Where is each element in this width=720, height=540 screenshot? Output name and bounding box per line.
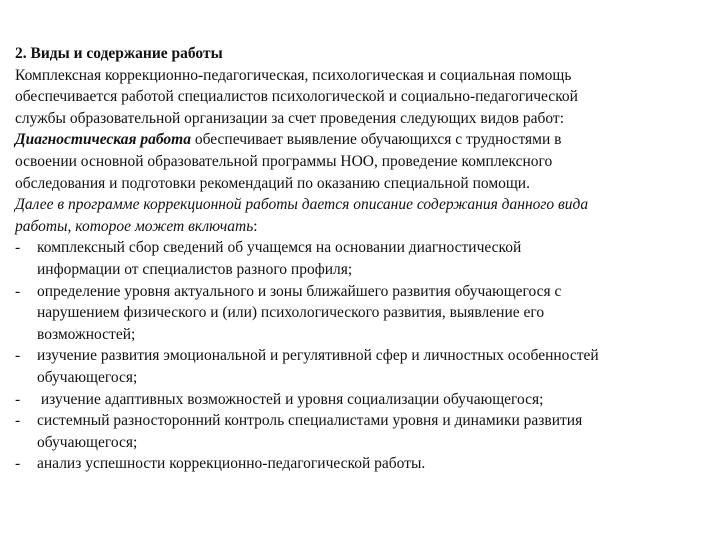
- list-item-line: комплексный сбор сведений об учащемся на основании диагностической: [37, 239, 522, 257]
- diagnostic-term: Диагностическая работа: [15, 131, 191, 149]
- list-item-line: нарушением физического и (или) психологического развития, выявление его: [37, 304, 545, 322]
- list-item-line: информации от специалистов разного профиля;: [37, 260, 353, 278]
- list-item: [15, 453, 715, 475]
- diagnostic-line-3: обследования и подготовки рекомендаций по оказанию специальной помощи.: [15, 174, 530, 192]
- work-list: [15, 237, 715, 475]
- list-item-line: анализ успешности коррекционно-педагогической работы.: [37, 455, 426, 473]
- diagnostic-paragraph: [15, 129, 715, 194]
- list-item-line: системный разносторонний контроль специалистами уровня и динамики развития: [37, 412, 583, 430]
- intro-line-2: обеспечивается работой специалистов психологической и социально-педагогической: [15, 88, 578, 106]
- list-item: [15, 281, 715, 346]
- document-body: [15, 43, 715, 475]
- section-heading: 2. Виды и содержание работы: [15, 45, 223, 62]
- bullet-dash: -: [15, 412, 21, 430]
- further-line-2: [15, 216, 715, 238]
- diagnostic-line-1-rest: обеспечивает выявление обучающихся с трудностями в: [190, 131, 562, 149]
- list-item-line: изучение адаптивных возможностей и уровня социализации обучающегося;: [37, 390, 544, 408]
- list-item-line: изучение развития эмоциональной и регулятивной сфер и личностных особенностей: [37, 347, 599, 365]
- intro-line-3: службы образовательной организации за счет проведения следующих видов работ:: [15, 109, 565, 127]
- list-item: [15, 410, 715, 453]
- further-paragraph: [15, 194, 715, 237]
- bullet-dash: -: [15, 239, 21, 257]
- list-item: [15, 389, 715, 411]
- diagnostic-line-1: [15, 129, 715, 151]
- further-line-2-italic: работы, которое может включать: [15, 217, 254, 235]
- list-item: [15, 237, 715, 280]
- diagnostic-line-2: освоении основной образовательной программы НОО, проведение комплексного: [15, 152, 553, 170]
- bullet-dash: -: [15, 390, 21, 408]
- list-item: [15, 345, 715, 388]
- list-item-line: возможностей;: [37, 325, 136, 343]
- list-item-line: обучающегося;: [37, 433, 138, 451]
- further-line-1: Далее в программе коррекционной работы дается описание содержания данного вида: [15, 196, 589, 214]
- intro-line-1: Комплексная коррекционно-педагогическая, психологическая и социальная помощь: [15, 66, 572, 84]
- list-item-line: обучающегося;: [37, 368, 138, 386]
- intro-paragraph: [15, 65, 715, 130]
- further-line-2-end: :: [253, 217, 258, 235]
- list-item-line: определение уровня актуального и зоны ближайшего развития обучающегося с: [37, 282, 562, 300]
- bullet-dash: -: [15, 347, 21, 365]
- bullet-dash: -: [15, 455, 21, 473]
- bullet-dash: -: [15, 282, 21, 300]
